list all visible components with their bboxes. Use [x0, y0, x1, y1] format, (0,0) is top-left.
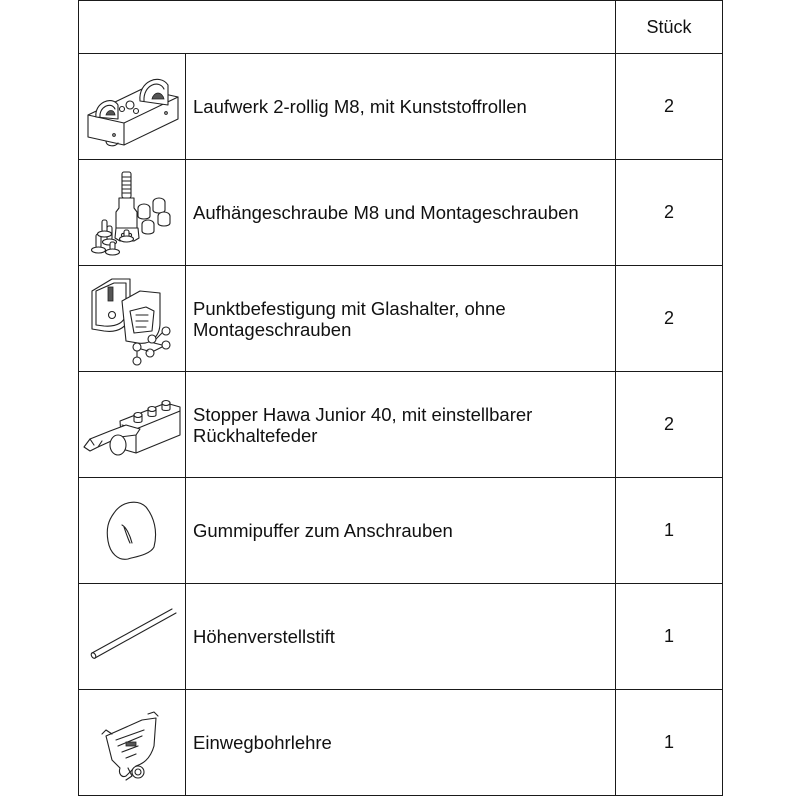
part-image-cell [79, 160, 186, 266]
part-image-cell [79, 54, 186, 160]
part-description: Punktbefestigung mit Glashalter, ohne Montageschrauben [186, 266, 616, 372]
table-row [79, 478, 723, 584]
stopper-icon [79, 385, 185, 465]
part-image-cell [79, 478, 186, 584]
header-quantity-cell: Stück [616, 1, 723, 54]
part-quantity: 2 [616, 372, 723, 478]
part-image-cell [79, 372, 186, 478]
part-description: Aufhängeschraube M8 und Montageschrauben [186, 160, 616, 266]
part-quantity: 1 [616, 690, 723, 796]
part-description: Einwegbohrlehre [186, 690, 616, 796]
part-quantity: 2 [616, 266, 723, 372]
table-row [79, 266, 723, 372]
part-description: Höhenverstellstift [186, 584, 616, 690]
parts-list-table [78, 0, 723, 796]
part-image-cell [79, 266, 186, 372]
rubber-buffer-icon [79, 491, 185, 571]
table-row [79, 690, 723, 796]
part-description: Gummipuffer zum Anschrauben [186, 478, 616, 584]
part-quantity: 1 [616, 478, 723, 584]
part-description: Laufwerk 2-rollig M8, mit Kunststoffrollen [186, 54, 616, 160]
part-quantity: 1 [616, 584, 723, 690]
height-adjustment-pin-icon [79, 597, 185, 677]
part-quantity: 2 [616, 54, 723, 160]
header-description-cell [79, 1, 616, 54]
part-image-cell [79, 584, 186, 690]
table-row [79, 372, 723, 478]
point-fixing-glass-holder-icon [79, 271, 185, 367]
part-description: Stopper Hawa Junior 40, mit einstellbarer Rückhaltefeder [186, 372, 616, 478]
part-quantity: 2 [616, 160, 723, 266]
table-row [79, 160, 723, 266]
part-image-cell [79, 690, 186, 796]
drilling-jig-icon [79, 698, 185, 788]
table-row [79, 584, 723, 690]
suspension-bolt-screws-icon [79, 168, 185, 258]
roller-carriage-icon [79, 67, 185, 147]
table-row [79, 54, 723, 160]
table-header-row [79, 1, 723, 54]
